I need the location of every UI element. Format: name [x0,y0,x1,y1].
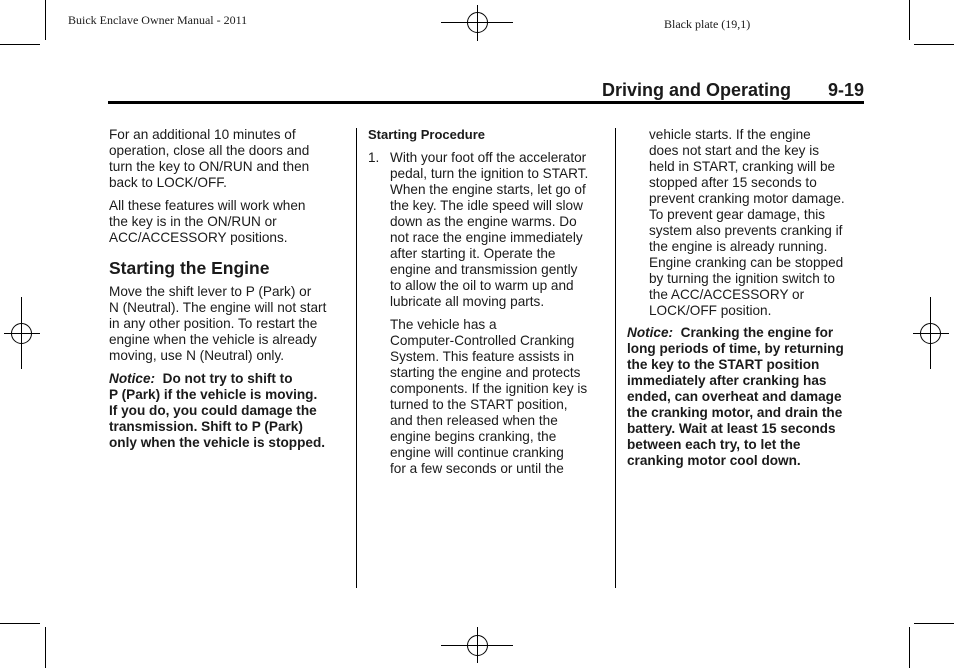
list-number: 1. [368,150,380,165]
notice: Notice: Do not try to shift to P (Park) if the vehicle is moving. If you do, you could damage the transmission. Shift to P (Park) only when the vehicle is stopped. [109,371,326,450]
paragraph: With your foot off the accelerator pedal, turn the ignition to START. When the engine starts, let go of the key. The idle speed will slow down as the engine warms. Do not race the engine immediately after starting it. Operate the engine and transmission gently to allow the oil to warm up and lubricate all moving parts. [390,150,589,309]
subheading: Starting Procedure [368,127,486,142]
crop-mark [909,0,910,40]
column-divider [356,128,357,588]
column-divider [615,128,616,588]
crop-mark [0,623,40,624]
section-heading: Starting the Engine [109,258,270,278]
section-title: Driving and Operating [602,80,792,100]
paragraph: For an additional 10 minutes of operation, close all the doors and turn the key to ON/RUN and then back to LOCK/OFF. [109,127,310,190]
crop-mark [909,627,910,668]
column-1 [109,127,349,451]
paragraph: Move the shift lever to P (Park) or N (Neutral). The engine will not start in any other position. To restart the engine when the vehicle is already moving, use N (Neutral) only. [109,284,327,363]
column-3 [627,127,867,469]
notice: Notice: Cranking the engine for long periods of time, by returning the key to the START position immediately after cranking has ended, can overheat and damage the cranking motor, and drain the battery. Wait at least 15 seconds between each try, to let the cranking motor cool down. [627,325,844,468]
column-2 [368,127,608,477]
header-rule [108,101,864,104]
crop-mark [45,627,46,668]
notice-label: Notice: [109,371,156,386]
crop-mark [914,44,954,45]
page-number: 9-19 [828,80,865,100]
list-item [368,150,608,477]
notice-label: Notice: [627,325,674,340]
paragraph: All these features will work when the key is in the ON/RUN or ACC/ACCESSORY positions. [109,198,306,245]
plate-label: Black plate (19,1) [664,17,751,31]
crop-mark [45,0,46,40]
crop-mark [0,44,40,45]
manual-title: Buick Enclave Owner Manual - 2011 [68,13,248,27]
crop-mark [914,623,954,624]
paragraph: The vehicle has a Computer-Controlled Cranking System. This feature assists in starting the engine and protects components. If the ignition key is turned to the START position, and then released when the engine begins cranking, the engine will continue cranking for a few seconds or until the [390,317,588,476]
paragraph: vehicle starts. If the engine does not start and the key is held in START, cranking will be stopped after 15 seconds to prevent cranking motor damage. To prevent gear damage, this system also prevents cranking if the engine is already running. Engine cranking can be stopped by turning the ignition switch to the ACC/ACCESSORY or LOCK/OFF position. [649,127,845,318]
